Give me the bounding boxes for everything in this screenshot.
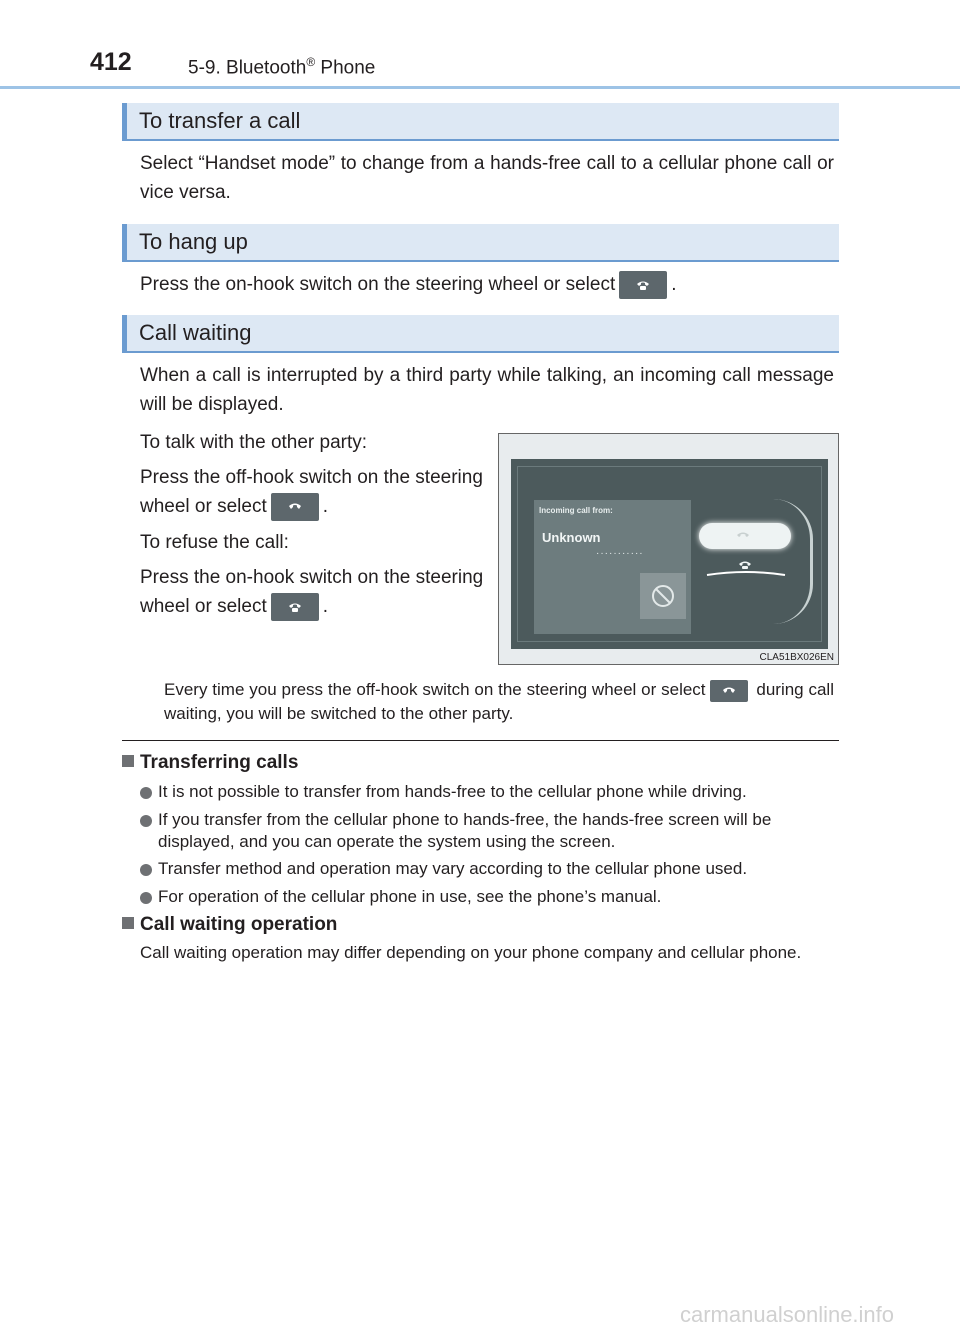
subheading-text: Call waiting operation (140, 914, 338, 935)
subheading-text: Transferring calls (140, 752, 299, 773)
bullet-dot-icon (140, 864, 152, 876)
hangup-text: Press the on-hook switch on the steering wheel or select (140, 274, 616, 295)
hangup-text-end: . (671, 274, 677, 295)
square-bullet-icon (122, 755, 134, 767)
refuse-label: To refuse the call: (140, 532, 289, 553)
hangup-paragraph (140, 270, 840, 299)
talk-instruction (140, 463, 485, 521)
incoming-call-label: Incoming call from: (539, 506, 613, 515)
figure-code: CLA51BX026EN (759, 652, 834, 663)
list-item (140, 886, 840, 908)
list-item-text: Transfer method and operation may vary according to the cellular phone used. (158, 859, 748, 878)
prohibit-icon (640, 573, 686, 619)
square-bullet-icon (122, 917, 134, 929)
section-title: Call waiting (139, 320, 252, 345)
transfer-paragraph: Select “Handset mode” to change from a hands-free call to a cellular phone call or vice versa. (140, 153, 834, 203)
refuse-text: Press the on-hook switch on the steering wheel or select (140, 567, 484, 617)
chapter-title-suffix: Phone (315, 57, 376, 79)
list-item (140, 858, 840, 880)
call-waiting-intro: When a call is interrupted by a third party while talking, an incoming call message will be displayed. (140, 365, 834, 415)
subheading-transferring-calls (122, 752, 298, 774)
bullet-dot-icon (140, 787, 152, 799)
header-rule (0, 86, 960, 89)
divider-rule (122, 740, 839, 741)
caller-name: Unknown (542, 530, 601, 545)
incoming-call-panel (534, 500, 691, 634)
section-title: To transfer a call (139, 108, 301, 133)
page-header (0, 0, 960, 90)
list-item (140, 809, 840, 853)
section-heading-hangup (122, 224, 839, 262)
registered-mark: ® (306, 55, 316, 69)
incoming-call-screen-figure (498, 433, 839, 665)
call-waiting-note (164, 678, 834, 725)
list-item-text: If you transfer from the cellular phone to hands-free, the hands-free screen will be displayed, and you can operate the system using the screen. (158, 810, 772, 851)
hang-up-phone-icon (619, 271, 667, 299)
chapter-title (188, 55, 375, 79)
list-item-text: For operation of the cellular phone in use, see the phone’s manual. (158, 887, 662, 906)
talk-label: To talk with the other party: (140, 432, 368, 453)
page-number: 412 (90, 48, 132, 76)
subheading-call-waiting-operation (122, 914, 337, 936)
talk-text: Press the off-hook switch on the steering wheel or select (140, 467, 483, 517)
section-heading-transfer (122, 103, 839, 141)
answer-phone-icon (710, 680, 748, 702)
refuse-instruction (140, 563, 485, 621)
caller-number-dots: ··········· (596, 548, 644, 559)
list-item-text: It is not possible to transfer from hands-free to the cellular phone while driving. (158, 782, 747, 801)
list-item (140, 781, 840, 803)
refuse-text-end: . (322, 596, 329, 617)
bullet-dot-icon (140, 815, 152, 827)
chapter-title-prefix: 5-9. Bluetooth (188, 57, 307, 79)
talk-text-end: . (322, 496, 329, 517)
note-text-end: during call waiting, you will be switched to the other party. (164, 680, 834, 723)
refuse-button[interactable] (640, 573, 686, 619)
note-text: Every time you press the off-hook switch on the steering wheel or select (164, 680, 706, 699)
hang-up-phone-icon (271, 593, 319, 621)
bullet-dot-icon (140, 892, 152, 904)
display-screen (511, 459, 828, 649)
section-title: To hang up (139, 229, 248, 254)
section-heading-call-waiting (122, 315, 839, 353)
answer-phone-icon (271, 493, 319, 521)
watermark: carmanualsonline.info (680, 1302, 895, 1327)
call-waiting-operation-text: Call waiting operation may differ depending on your phone company and cellular phone. (140, 943, 802, 962)
